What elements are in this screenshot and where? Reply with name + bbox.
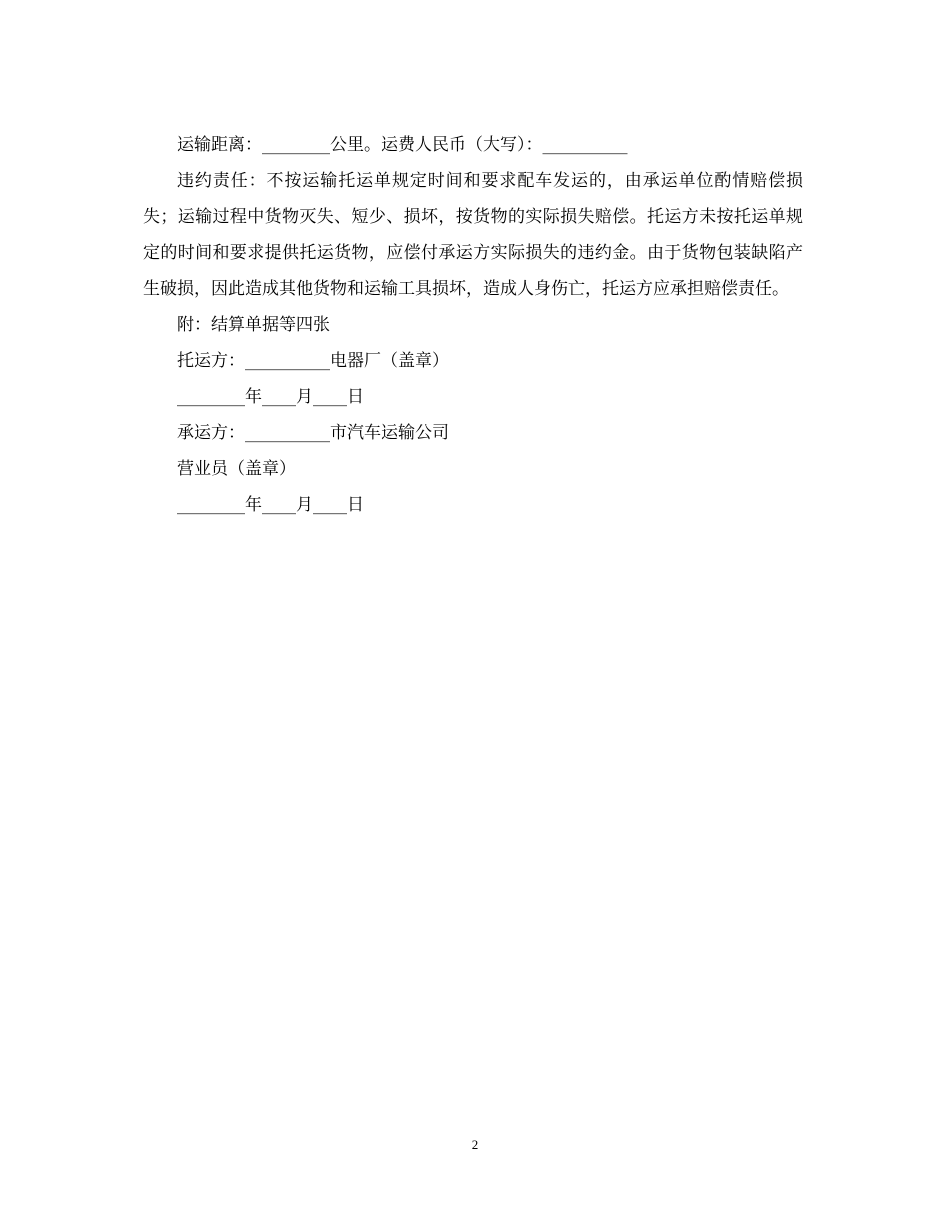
carrier-date-line: ________年____月____日 bbox=[177, 495, 364, 515]
page-number: 2 bbox=[471, 1137, 479, 1152]
document-body bbox=[143, 127, 803, 523]
clerk-seal-line: 营业员（盖章） bbox=[177, 459, 296, 479]
liability-paragraph: 违约责任：不按运输托运单规定时间和要求配车发运的，由承运单位酌情赔偿损失；运输过程中货物灭失、短少、损坏，按货物的实际损失赔偿。托运方未按托运单规定的时间和要求提供托运货物，应偿付承运方实际损失的违约金。由于货物包装缺陷产生破损，因此造成其他货物和运输工具损坏，造成人身伤亡，托运方应承担赔偿责任。 bbox=[143, 171, 803, 299]
shipper-date-line: ________年____月____日 bbox=[177, 387, 364, 407]
transport-distance-line: 运输距离：________公里。运费人民币（大写）：__________ bbox=[177, 135, 628, 155]
carrier-line: 承运方：__________市汽车运输公司 bbox=[177, 423, 449, 443]
shipper-line: 托运方：__________电器厂（盖章） bbox=[177, 351, 449, 371]
attachment-line: 附：结算单据等四张 bbox=[177, 315, 330, 335]
